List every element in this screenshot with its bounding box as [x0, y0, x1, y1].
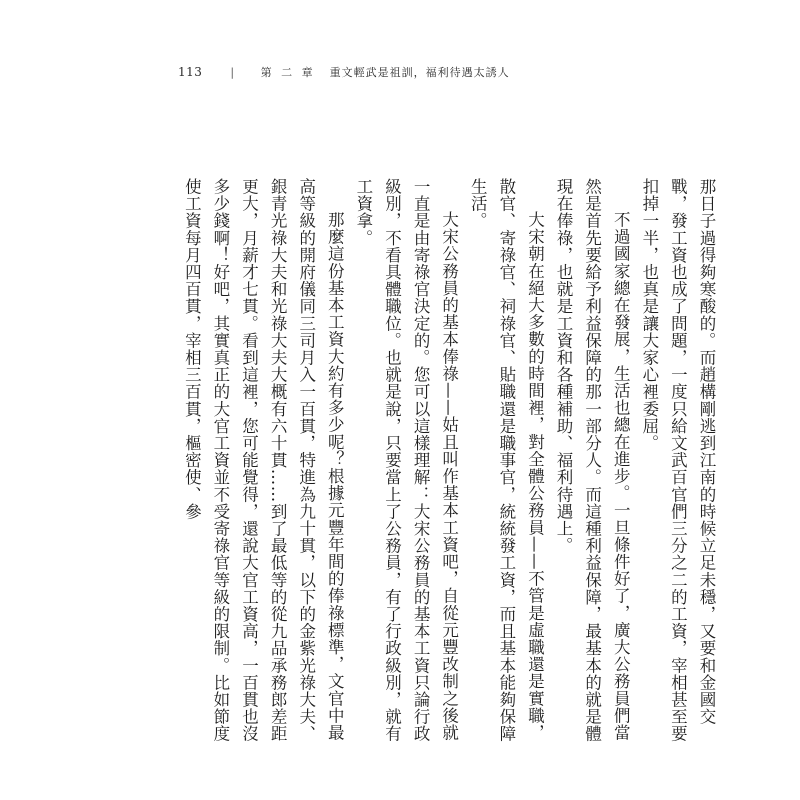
body-text [180, 178, 720, 758]
header-separator: | [230, 65, 235, 79]
chapter-label: 第 二 章 [260, 66, 316, 79]
paragraph-1: 那日子過得夠寒酸的。而趙構剛逃到江南的時候立足未穩，又要和金國交戰，發工資也成了問題，一度只給文武百官們三分之二的工資，宰相甚至要扣掉一半，也真是讓大家心裡委屈。 [639, 178, 716, 743]
paragraph-5: 那麼這份基本工資大約有多少呢？根據元豐年間的俸祿標準，文官中最高等級的開府儀同三司月入一百貫，特進為九十貫，以下的金紫光祿大夫、銀青光祿大夫和光祿大夫大概有六十貫……到了最低等的從九品承務郎差距更大，月薪才七貫。看到這裡，您可能覺得，還說大官工資高，一百貫也沒多少錢啊！好吧，其實真正的大官工資並不受寄祿官等級的限制。比如節度使工資每月四百貫，宰相三百貫，樞密使、參 [182, 178, 345, 743]
chapter-title: 重文輕武是祖訓，福利待遇太誘人 [329, 66, 510, 79]
paragraph-4: 大宋公務員的基本俸祿——姑且叫作基本工資吧，自從元豐改制之後就一直是由寄祿官決定的。您可以這樣理解：大宋公務員的基本工資只論行政級別，不看具體職位。也就是說，只要當上了公務員，有了行政級別，就有工資拿。 [353, 178, 459, 743]
paragraph-2: 不過國家總在發展，生活也總在進步。一旦條件好了，廣大公務員們當然是首先要給予利益保障的那一部分人。而這種利益保障，最基本的就是體現在俸祿，也就是工資和各種補助、福利待遇上。 [554, 178, 631, 743]
running-head [178, 62, 510, 82]
page-number: 113 [178, 65, 203, 79]
paragraph-3: 大宋朝在絕大多數的時間裡，對全體公務員——不管是虛職還是實職，散官、寄祿官、祠祿官、貼職還是職事官，統統發工資，而且基本能夠保障生活。 [468, 178, 545, 743]
